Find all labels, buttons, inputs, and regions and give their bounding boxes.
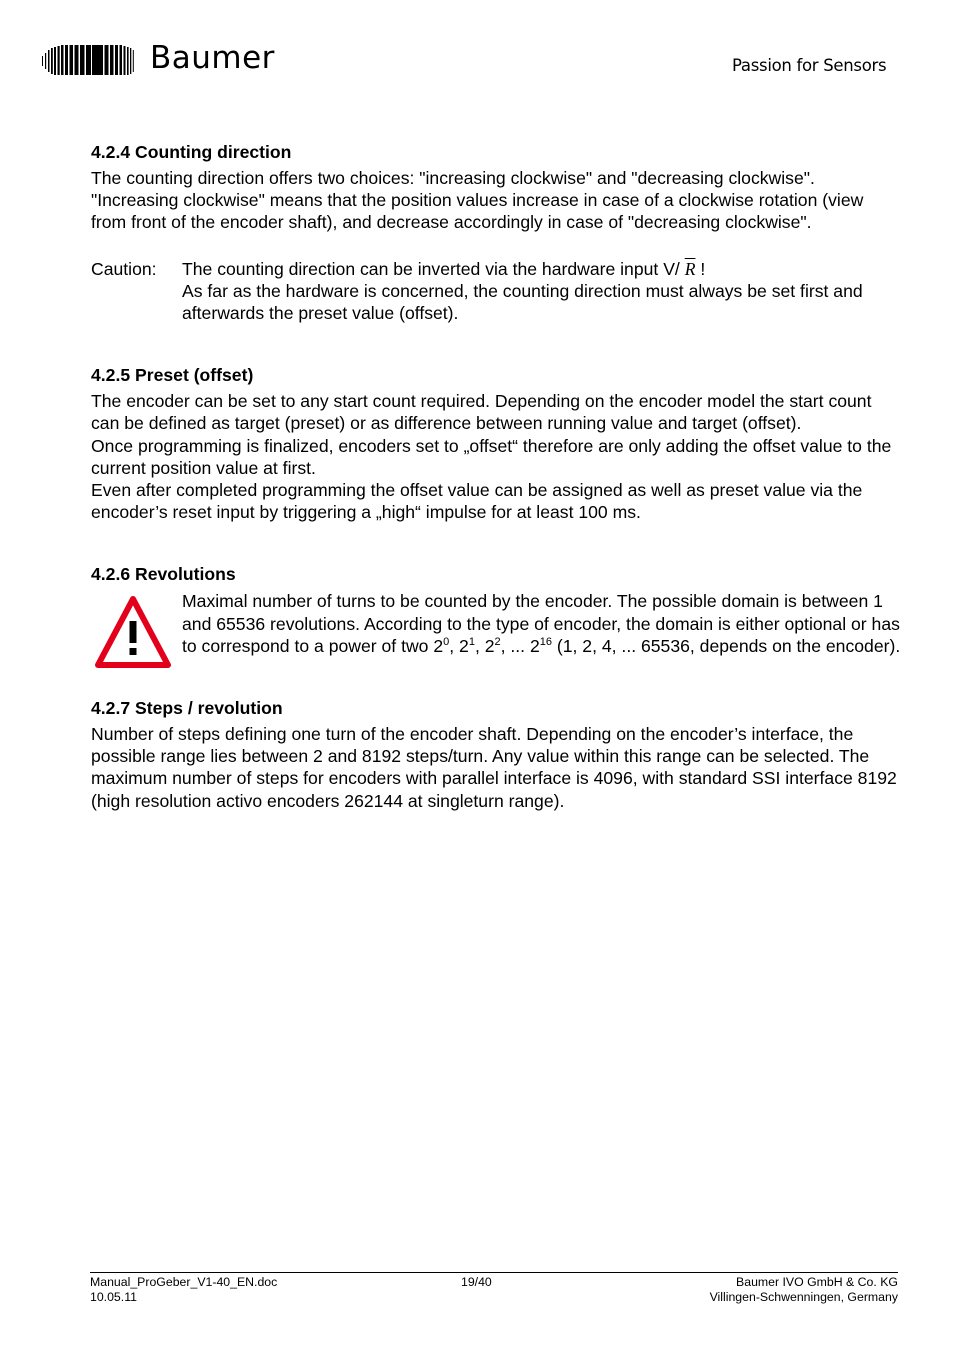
section-heading: 4.2.6 Revolutions	[91, 564, 236, 585]
footer-location: Villingen-Schwenningen, Germany	[709, 1290, 898, 1304]
warning-row	[91, 590, 901, 657]
footer-divider	[90, 1272, 898, 1273]
warning-icon	[91, 590, 182, 657]
section-preset-offset	[91, 364, 901, 523]
caution-note	[91, 258, 901, 325]
brand-name: Baumer	[150, 40, 275, 76]
caution-line	[182, 258, 901, 280]
caution-body	[182, 258, 901, 325]
paragraph: The counting direction offers two choices: "increasing clockwise" and "decreasing clockwise". "Increasing clockwise" means that the position values increase in case of a clockwise rotation (view from front of the encoder shaft), and decrease accordingly in case of "decreasing clockwise".	[91, 168, 864, 233]
footer-right	[710, 1275, 898, 1305]
section-heading: 4.2.5 Preset (offset)	[91, 365, 254, 386]
text-run: , 2	[474, 635, 495, 656]
section-heading: 4.2.4 Counting direction	[91, 142, 292, 162]
tagline: Passion for Sensors	[732, 56, 887, 75]
caution-text-end: !	[695, 258, 706, 279]
baumer-logo-mark-icon	[42, 44, 142, 76]
r-bar-symbol: $\overline{R}$	[684, 258, 696, 279]
exponent: 16	[539, 635, 552, 648]
footer-date: 10.05.11	[90, 1290, 137, 1304]
caution-line: As far as the hardware is concerned, the counting direction must always be set first and afterwards the preset value (offset).	[182, 280, 863, 324]
text-run: (1, 2, 4, ... 65536, depends on the encoder).	[552, 635, 901, 656]
document-body	[91, 141, 901, 812]
section-revolutions	[91, 563, 901, 657]
exponent: 1	[468, 635, 475, 648]
exponent: 0	[443, 635, 450, 648]
caution-text: The counting direction can be inverted via the hardware input V/	[182, 258, 685, 279]
exponent: 2	[494, 635, 501, 648]
footer-company: Baumer IVO GmbH & Co. KG	[736, 1275, 898, 1289]
section-heading: 4.2.7 Steps / revolution	[91, 698, 283, 719]
paragraph: Number of steps defining one turn of the encoder shaft. Depending on the encoder’s interface, the possible range lies between 2 and 8192 steps/turn. Any value within this range can be selected. The maximum number of steps for encoders with parallel interface is 4096, with standard SSI interface 8192 (high resolution activo encoders 262144 at singleturn range).	[91, 724, 897, 811]
paragraph: Even after completed programming the offset value can be assigned as well as preset value via the encoder’s reset input by triggering a „high“ impulse for at least 100 ms.	[91, 480, 863, 523]
section-steps-per-revolution	[91, 697, 901, 812]
footer-filename: Manual_ProGeber_V1-40_EN.doc	[90, 1275, 278, 1289]
caution-label: Caution:	[91, 258, 157, 279]
paragraph	[182, 590, 901, 657]
footer-page-number: 19/40	[461, 1275, 492, 1289]
section-counting-direction	[91, 141, 901, 324]
text-run: , ... 2	[500, 635, 540, 656]
footer-left	[90, 1275, 277, 1305]
text-run: Maximal number of turns to be counted by the encoder. The possible domain is between 1 and 65536 revolutions. According to the type of encoder, the domain is either optional or has to correspond to a power of two 2	[182, 591, 900, 656]
text-run: , 2	[449, 635, 469, 656]
paragraph: The encoder can be set to any start count required. Depending on the encoder model the start count can be defined as target (preset) or as difference between running value and target (offset).	[91, 391, 872, 434]
paragraph: Once programming is finalized, encoders set to „offset“ therefore are only adding the offset value to the current position value at first.	[91, 435, 892, 478]
baumer-logo	[42, 40, 282, 76]
